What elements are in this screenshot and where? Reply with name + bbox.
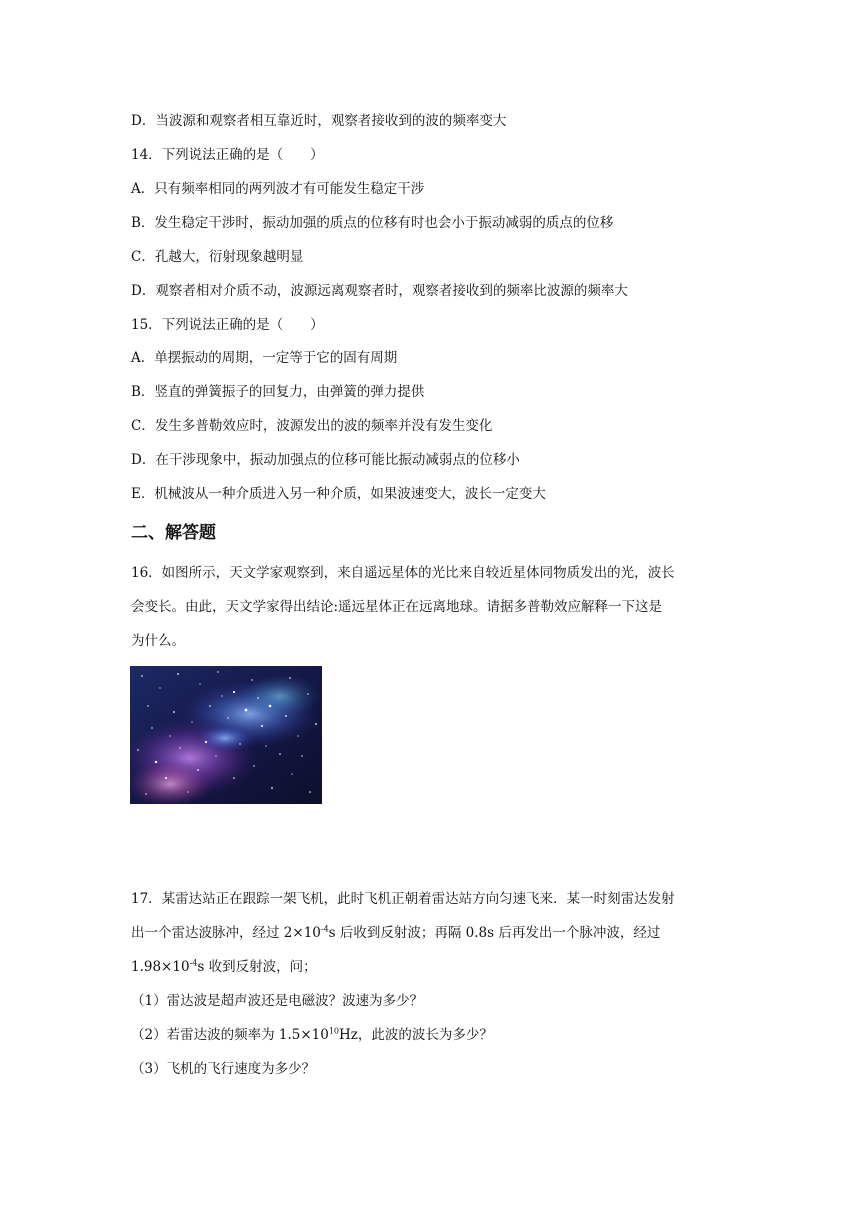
q17-line-3-text-tail: s 收到反射波，问；	[197, 959, 317, 975]
q14-option-c: C．孔越大，衍射现象越明显	[131, 249, 304, 265]
q17-line-2-text-tail: s 后收到反射波；再隔 0.8s 后再发出一个脉冲波，经过	[328, 925, 661, 941]
q16-line-2: 会变长。由此，天文学家得出结论:遥远星体正在远离地球。请据多普勒效应解释一下这是	[131, 599, 663, 615]
q13-option-d: D．当波源和观察者相互靠近时，观察者接收到的波的频率变大	[131, 113, 507, 129]
galaxy-starfield-image	[130, 666, 322, 804]
q15-option-d: D．在干涉现象中，振动加强点的位移可能比振动减弱点的位移小	[131, 452, 520, 468]
q17-sub-question-3: （3）飞机的飞行速度为多少？	[131, 1061, 316, 1077]
q15-option-b: B．竖直的弹簧振子的回复力，由弹簧的弹力提供	[131, 384, 425, 400]
q17-sub-question-2-text-tail: Hz，此波的波长为多少？	[339, 1027, 493, 1043]
q17-sub-question-2-exponent: 10	[328, 1026, 340, 1036]
q17-line-3-exponent: -4	[189, 958, 198, 968]
q17-sub-question-2-text: （2）若雷达波的频率为 1.5×10	[131, 1027, 329, 1043]
q15-option-c: C．发生多普勒效应时，波源发出的波的频率并没有发生变化	[131, 418, 493, 434]
q15-stem: 15．下列说法正确的是（ ）	[131, 317, 324, 333]
q15-option-a: A．单摆振动的周期，一定等于它的固有周期	[131, 350, 398, 366]
q17-line-3-text: 1.98×10	[131, 959, 190, 975]
q15-option-e: E．机械波从一种介质进入另一种介质，如果波速变大，波长一定变大	[131, 486, 546, 502]
q16-line-3: 为什么。	[131, 633, 185, 649]
q14-option-d: D．观察者相对介质不动，波源远离观察者时，观察者接收到的频率比波源的频率大	[131, 283, 628, 299]
q17-sub-question-2	[131, 1025, 493, 1045]
section-title: 二、解答题	[131, 523, 216, 543]
q17-line-3	[131, 957, 317, 977]
q17-line-1: 17．某雷达站正在跟踪一架飞机，此时飞机正朝着雷达站方向匀速飞来．某一时刻雷达发射	[131, 891, 675, 907]
q17-line-2	[131, 923, 660, 943]
q17-line-2-exponent: -4	[320, 924, 329, 934]
q16-line-1: 16．如图所示，天文学家观察到，来自遥远星体的光比来自较近星体同物质发出的光，波长	[131, 565, 675, 581]
q17-line-2-text: 出一个雷达波脉冲，经过 2×10	[131, 925, 321, 941]
q14-option-b: B．发生稳定干涉时，振动加强的质点的位移有时也会小于振动减弱的质点的位移	[131, 215, 614, 231]
q14-stem: 14．下列说法正确的是（ ）	[131, 147, 324, 163]
q17-sub-question-1: （1）雷达波是超声波还是电磁波？波速为多少？	[131, 993, 424, 1009]
q14-option-a: A．只有频率相同的两列波才有可能发生稳定干涉	[131, 181, 425, 197]
